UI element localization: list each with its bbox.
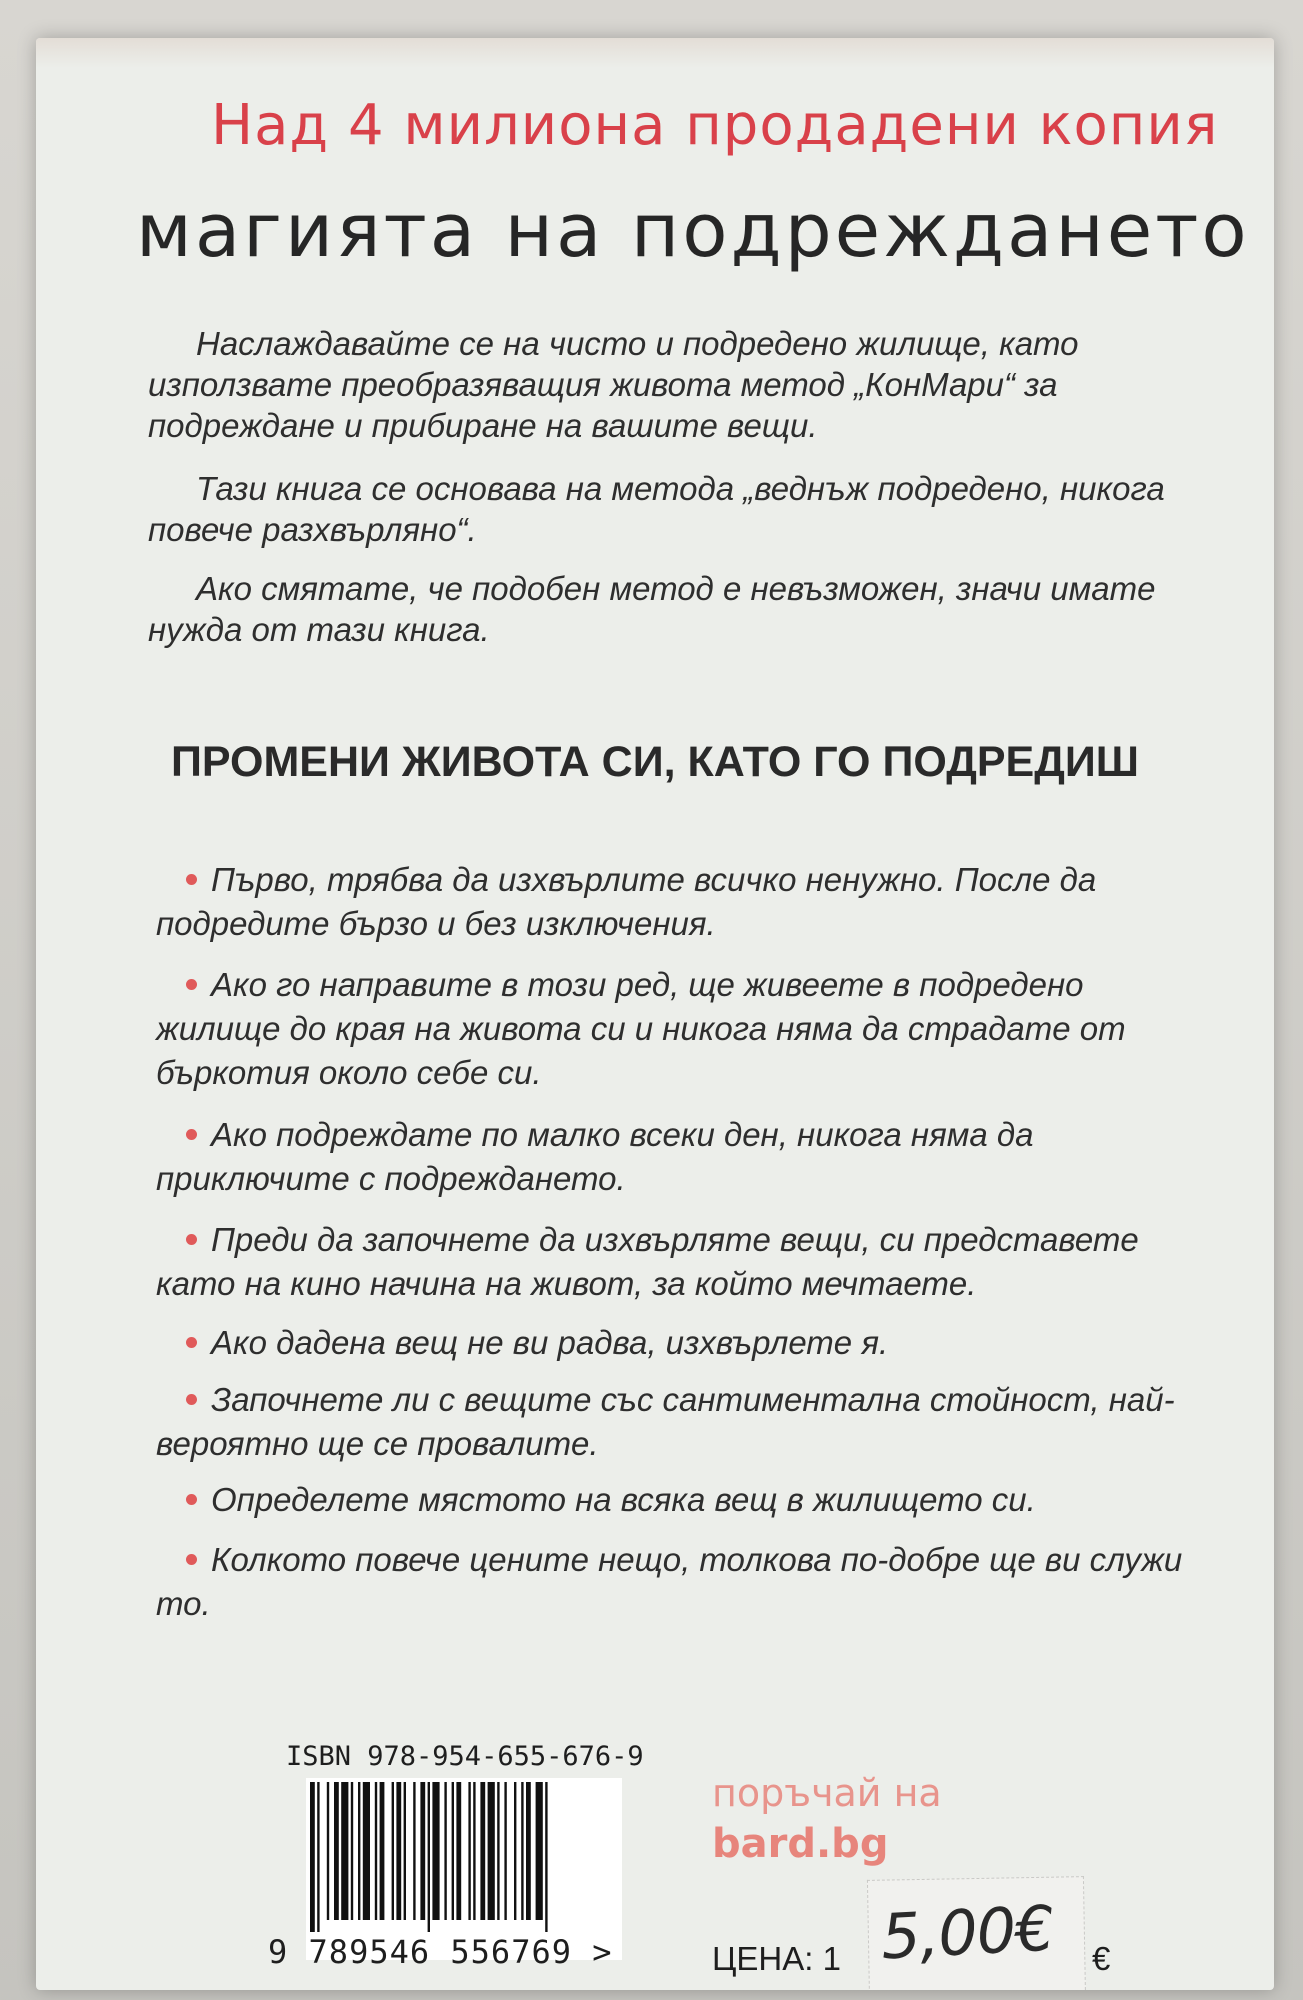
list-item-text: Определете мястото на всяка вещ в жилището си. xyxy=(211,1481,1036,1518)
list-item-text: Започнете ли с вещите със сантиментална стойност, най-вероятно ще се провалите. xyxy=(156,1381,1175,1462)
bullet-dot-icon xyxy=(186,1234,197,1245)
list-item xyxy=(156,1113,1201,1201)
publisher-website: bard.bg xyxy=(712,1821,889,1867)
list-item-text: Първо, трябва да изхвърлите всичко ненужно. После да подредите бързо и без изключения. xyxy=(156,861,1097,942)
handwritten-price: 5,00€ xyxy=(879,1891,1056,1974)
list-item xyxy=(156,1478,1201,1522)
list-item xyxy=(156,963,1201,1095)
bullet-dot-icon xyxy=(186,979,197,990)
price-currency: € xyxy=(1092,1940,1111,1977)
list-item xyxy=(156,1321,1201,1365)
order-prompt: поръчай на xyxy=(712,1771,942,1815)
bullet-dot-icon xyxy=(186,1394,197,1405)
isbn-label: ISBN 978-954-655-676-9 xyxy=(286,1741,644,1772)
list-item-text: Ако подреждате по малко всеки ден, никога няма да приключите с подреждането. xyxy=(156,1116,1034,1197)
price-label: ЦЕНА: 1 xyxy=(712,1940,841,1977)
list-item xyxy=(156,1218,1201,1306)
bullet-dot-icon xyxy=(186,874,197,885)
list-item xyxy=(156,1538,1201,1626)
barcode-digits: 9 789546 556769 > xyxy=(268,1933,613,1971)
list-item-text: Преди да започнете да изхвърляте вещи, си представете като на кино начина на живот, за който мечтаете. xyxy=(156,1221,1139,1302)
list-item xyxy=(156,858,1201,946)
book-title: магията на подреждането xyxy=(136,188,1250,274)
list-item-text: Колкото повече цените нещо, толкова по-добре ще ви служи то. xyxy=(156,1541,1183,1622)
bullet-dot-icon xyxy=(186,1337,197,1348)
bullet-dot-icon xyxy=(186,1129,197,1140)
list-item xyxy=(156,1378,1201,1466)
intro-paragraph: Тази книга се основава на метода „веднъж подредено, никога повече разхвърляно“. xyxy=(148,470,1165,548)
sales-tagline: Над 4 милиона продадени копия xyxy=(211,93,1219,158)
bullet-dot-icon xyxy=(186,1494,197,1505)
section-heading: ПРОМЕНИ ЖИВОТА СИ, КАТО ГО ПОДРЕДИШ xyxy=(171,738,1139,786)
barcode-icon xyxy=(306,1782,622,1934)
intro-paragraph: Ако смятате, че подобен метод е невъзможен, значи имате нужда от тази книга. xyxy=(148,570,1156,648)
intro-paragraph: Наслаждавайте се на чисто и подредено жилище, като използвате преобразяващия живота метод „КонМари“ за подреждане и прибиране на вашите вещи. xyxy=(148,325,1079,444)
list-item-text: Ако дадена вещ не ви радва, изхвърлете я. xyxy=(211,1324,889,1361)
bullet-dot-icon xyxy=(186,1554,197,1565)
book-back-cover xyxy=(36,38,1274,1990)
list-item-text: Ако го направите в този ред, ще живеете в подредено жилище до края на живота си и никога няма да страдате от бъркотия около себе си. xyxy=(156,966,1126,1091)
